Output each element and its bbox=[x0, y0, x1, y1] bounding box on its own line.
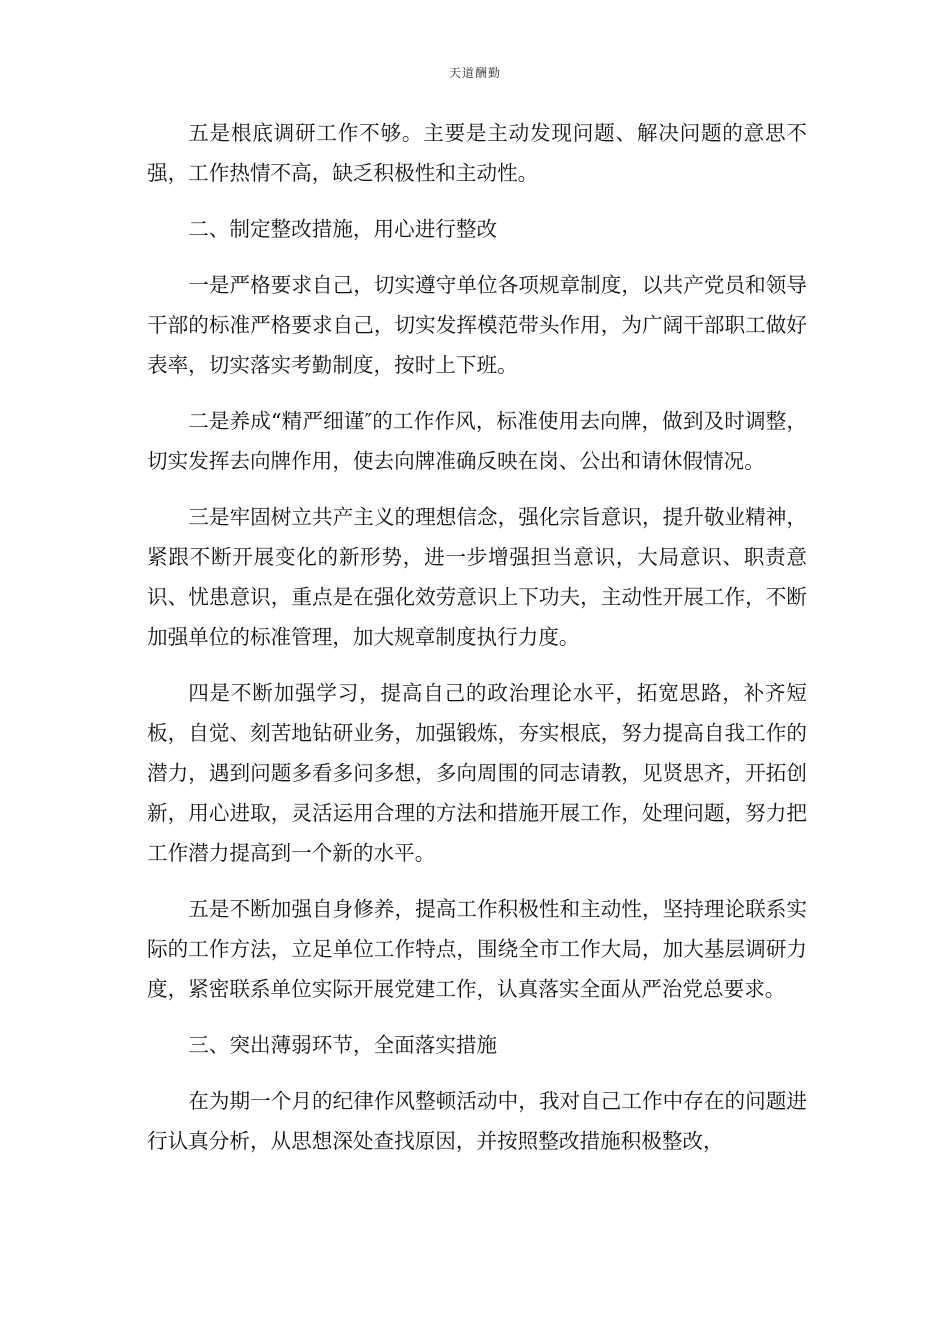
page-header: 天道酬勤 bbox=[448, 66, 501, 80]
section-heading-2: 二、制定整改措施，用心进行整改 bbox=[188, 217, 498, 241]
paragraph-measure-5: 五是不断加强自身修养，提高工作积极性和主动性，坚持理论联系实际的工作方法，立足单位工作特点，围绕全市工作大局，加大基层调研力度，紧密联系单位实际开展党建工作，认真落实全面从严治党总要求。 bbox=[147, 897, 807, 1001]
paragraph-measure-1: 一是严格要求自己，切实遵守单位各项规章制度，以共产党员和领导干部的标准严格要求自己，切实发挥模范带头作用，为广阔干部职工做好表率，切实落实考勤制度，按时上下班。 bbox=[147, 273, 807, 377]
paragraph-measure-4: 四是不断加强学习，提高自己的政治理论水平，拓宽思路，补齐短板，自觉、刻苦地钻研业务，加强锻炼，夯实根底，努力提高自我工作的潜力，遇到问题多看多问多想，多向周围的同志请教，见贤思齐，开拓创新，用心进取，灵活运用合理的方法和措施开展工作，处理问题，努力把工作潜力提高到一个新的水平。 bbox=[147, 681, 807, 865]
paragraph-fifth-issue: 五是根底调研工作不够。主要是主动发现问题、解决问题的意思不强，工作热情不高，缺乏积极性和主动性。 bbox=[147, 121, 807, 185]
paragraph-summary: 在为期一个月的纪律作风整顿活动中，我对自己工作中存在的问题进行认真分析，从思想深处查找原因，并按照整改措施积极整改， bbox=[147, 1089, 807, 1153]
document-body bbox=[147, 113, 807, 1177]
section-heading-3: 三、突出薄弱环节，全面落实措施 bbox=[188, 1033, 498, 1057]
paragraph-measure-2: 二是养成“精严细谨″的工作作风，标准使用去向牌，做到及时调整，切实发挥去向牌作用，使去向牌准确反映在岗、公出和请休假情况。 bbox=[147, 409, 807, 473]
paragraph-measure-3: 三是牢固树立共产主义的理想信念，强化宗旨意识，提升敬业精神，紧跟不断开展变化的新形势，进一步增强担当意识，大局意识、职责意识、忧患意识，重点是在强化效劳意识上下功夫，主动性开展工作，不断加强单位的标准管理，加大规章制度执行力度。 bbox=[147, 505, 807, 649]
